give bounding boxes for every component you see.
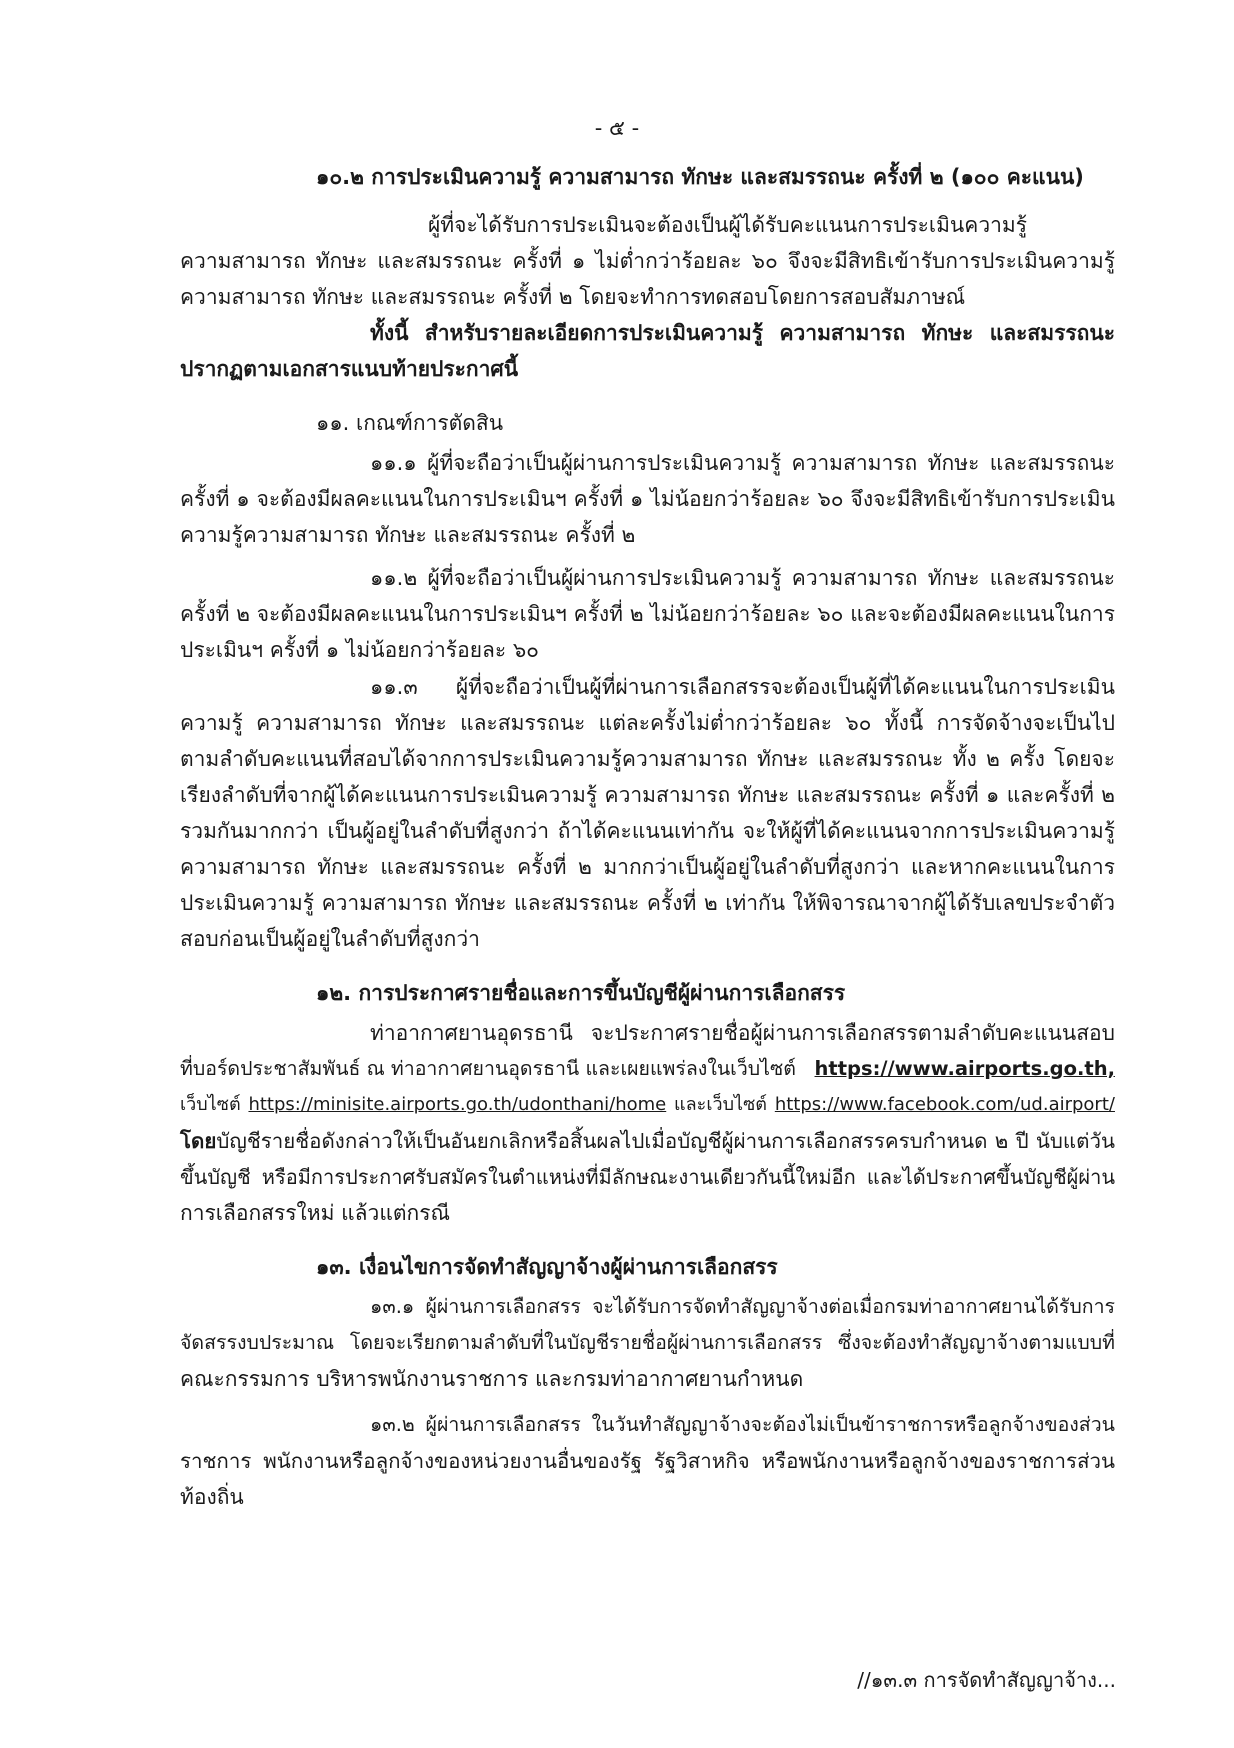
paragraph-line: รวมกันมากกว่า เป็นผู้อยู่ในลำดับที่สูงกว่า ถ้าได้คะแนนเท่ากัน จะให้ผู้ที่ได้คะแนนจากการประเมินความรู้	[180, 819, 1115, 843]
paragraph-line: ๑๑.๒ ผู้ที่จะถือว่าเป็นผู้ผ่านการประเมินความรู้ ความสามารถ ทักษะ และสมรรถนะ	[370, 566, 1115, 590]
paragraph-line: ๑๑.๑ ผู้ที่จะถือว่าเป็นผู้ผ่านการประเมินความรู้ ความสามารถ ทักษะ และสมรรถนะ	[370, 451, 1115, 475]
paragraph-line: ขึ้นบัญชี หรือมีการประกาศรับสมัครในตำแหน่งที่มีลักษณะงานเดียวกันนี้ใหม่อีก และได้ประกาศขึ้นบัญชีผู้ผ่าน	[180, 1165, 1115, 1189]
paragraph-line: ๑๑.๓ ผู้ที่จะถือว่าเป็นผู้ที่ผ่านการเลือกสรรจะต้องเป็นผู้ที่ได้คะแนนในการประเมิน	[370, 675, 1115, 699]
paragraph-line: เรียงลำดับที่จากผู้ได้คะแนนการประเมินความรู้ ความสามารถ ทักษะ และสมรรถนะ ครั้งที่ ๑ และครั้งที่ ๒	[180, 783, 1115, 807]
paragraph-line: การเลือกสรรใหม่ แล้วแต่กรณี	[180, 1201, 450, 1225]
paragraph-text: บัญชีรายชื่อดังกล่าวให้เป็นอันยกเลิกหรือสิ้นผลไปเมื่อบัญชีผู้ผ่านการเลือกสรรครบกำหนด ๒ ปี นับแต่วัน	[216, 1129, 1115, 1153]
paragraph-line: ประเมินฯ ครั้งที่ ๑ ไม่น้อยกว่าร้อยละ ๖๐	[180, 638, 539, 662]
section-11-heading: ๑๑. เกณฑ์การตัดสิน	[316, 411, 504, 435]
paragraph-line: ท้องถิ่น	[180, 1485, 244, 1509]
paragraph-line: ทั้งนี้ สำหรับรายละเอียดการประเมินความรู้ ความสามารถ ทักษะ และสมรรถนะ	[370, 321, 1115, 345]
paragraph-line: ความสามารถ ทักษะ และสมรรถนะ ครั้งที่ ๒ มากกว่าเป็นผู้อยู่ในลำดับที่สูงกว่า และหากคะแนนในการ	[180, 855, 1115, 879]
paragraph-text: และเว็บไซต์	[674, 1094, 767, 1115]
paragraph-line	[180, 1126, 1115, 1156]
paragraph-line: ราชการ พนักงานหรือลูกจ้างของหน่วยงานอื่นของรัฐ รัฐวิสาหกิจ หรือพนักงานหรือลูกจ้างของราชการส่วน	[180, 1449, 1115, 1473]
paragraph-line	[180, 1090, 1115, 1120]
paragraph-line: ความสามารถ ทักษะ และสมรรถนะ ครั้งที่ ๑ ไม่ต่ำกว่าร้อยละ ๖๐ จึงจะมีสิทธิเข้ารับการประเมินความรู้	[180, 249, 1115, 273]
paragraph-line: ผู้ที่จะได้รับการประเมินจะต้องเป็นผู้ได้รับคะแนนการประเมินความรู้	[428, 213, 1028, 237]
paragraph-line: ความสามารถ ทักษะ และสมรรถนะ ครั้งที่ ๒ โดยจะทำการทดสอบโดยการสอบสัมภาษณ์	[180, 285, 966, 309]
bold-text: โดย	[180, 1129, 217, 1153]
paragraph-line	[180, 1054, 1115, 1084]
paragraph-text: เว็บไซต์	[180, 1094, 241, 1115]
paragraph-line: ความรู้ความสามารถ ทักษะ และสมรรถนะ ครั้งที่ ๒	[180, 523, 636, 547]
paragraph-line: ปรากฏตามเอกสารแนบท้ายประกาศนี้	[180, 357, 519, 381]
section-13-heading: ๑๓. เงื่อนไขการจัดทำสัญญาจ้างผู้ผ่านการเลือกสรร	[316, 1255, 778, 1279]
paragraph-line: จัดสรรงบประมาณ โดยจะเรียกตามลำดับที่ในบัญชีรายชื่อผู้ผ่านการเลือกสรร ซึ่งจะต้องทำสัญญาจ้างตามแบบที่	[180, 1331, 1115, 1354]
paragraph-line: สอบก่อนเป็นผู้อยู่ในลำดับที่สูงกว่า	[180, 927, 480, 951]
paragraph-line: ตามลำดับคะแนนที่สอบได้จากการประเมินความรู้ความสามารถ ทักษะ และสมรรถนะ ทั้ง ๒ ครั้ง โดยจะ	[180, 747, 1115, 771]
section-12-heading: ๑๒. การประกาศรายชื่อและการขึ้นบัญชีผู้ผ่านการเลือกสรร	[316, 981, 846, 1005]
paragraph-line: ประเมินความรู้ ความสามารถ ทักษะ และสมรรถนะ ครั้งที่ ๒ เท่ากัน ให้พิจารณาจากผู้ได้รับเลขประจำตัว	[180, 891, 1115, 915]
paragraph-line: ท่าอากาศยานอุดรธานี จะประกาศรายชื่อผู้ผ่านการเลือกสรรตามลำดับคะแนนสอบ	[370, 1021, 1115, 1045]
minisite-link[interactable]: https://minisite.airports.go.th/udonthani/home	[248, 1094, 667, 1115]
paragraph-line: ความรู้ ความสามารถ ทักษะ และสมรรถนะ แต่ละครั้งไม่ต่ำกว่าร้อยละ ๖๐ ทั้งนี้ การจัดจ้างจะเป็นไป	[180, 711, 1115, 735]
page-number: - ๕ -	[594, 116, 640, 140]
paragraph-text: ที่บอร์ดประชาสัมพันธ์ ณ ท่าอากาศยานอุดรธานี และเผยแพร่ลงในเว็บไซต์	[180, 1057, 796, 1080]
paragraph-line: ครั้งที่ ๒ จะต้องมีผลคะแนนในการประเมินฯ ครั้งที่ ๒ ไม่น้อยกว่าร้อยละ ๖๐ และจะต้องมีผลคะแนนในการ	[180, 602, 1115, 626]
paragraph-line: คณะกรรมการ บริหารพนักงานราชการ และกรมท่าอากาศยานกำหนด	[180, 1367, 804, 1391]
section-10-2-heading: ๑๐.๒ การประเมินความรู้ ความสามารถ ทักษะ และสมรรถนะ ครั้งที่ ๒ (๑๐๐ คะแนน)	[316, 165, 1084, 189]
continuation-note: //๑๓.๓ การจัดทำสัญญาจ้าง...	[857, 1668, 1116, 1692]
paragraph-line: ครั้งที่ ๑ จะต้องมีผลคะแนนในการประเมินฯ ครั้งที่ ๑ ไม่น้อยกว่าร้อยละ ๖๐ จึงจะมีสิทธิเข้ารับการประเมิน	[180, 487, 1115, 511]
airports-website-link[interactable]: https://www.airports.go.th,	[814, 1057, 1115, 1080]
facebook-link[interactable]: https://www.facebook.com/ud.airport/	[774, 1094, 1115, 1115]
paragraph-line: ๑๓.๒ ผู้ผ่านการเลือกสรร ในวันทำสัญญาจ้างจะต้องไม่เป็นข้าราชการหรือลูกจ้างของส่วน	[370, 1413, 1115, 1436]
paragraph-line: ๑๓.๑ ผู้ผ่านการเลือกสรร จะได้รับการจัดทำสัญญาจ้างต่อเมื่อกรมท่าอากาศยานได้รับการ	[370, 1295, 1115, 1318]
